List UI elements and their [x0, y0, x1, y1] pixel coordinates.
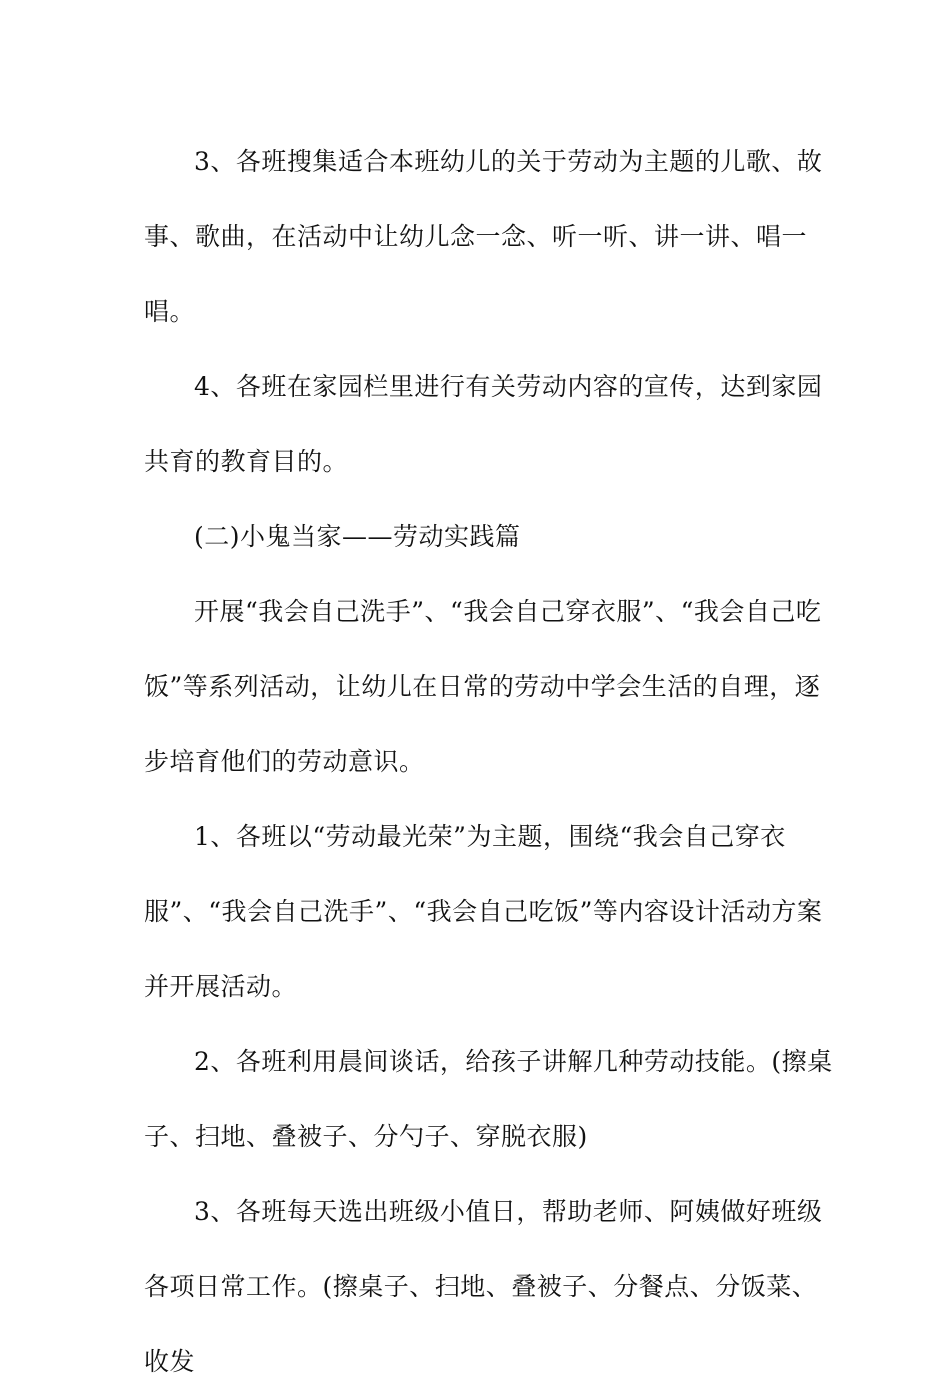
- paragraph-morning-talk-skills: 2、各班利用晨间谈话，给孩子讲解几种劳动技能。(擦桌子、扫地、叠被子、分勺子、穿脱衣服): [144, 1047, 833, 1151]
- paragraph-self-care-activities: 开展“我会自己洗手”、“我会自己穿衣服”、“我会自己吃饭”等系列活动，让幼儿在日常的劳动中学会生活的自理，逐步培育他们的劳动意识。: [144, 597, 822, 776]
- document-body: [144, 124, 834, 1399]
- paragraph-song-story-collection: 3、各班搜集适合本班幼儿的关于劳动为主题的儿歌、故事、歌曲，在活动中让幼儿念一念、听一听、讲一讲、唱一唱。: [144, 147, 823, 326]
- paragraph-daily-duty: 3、各班每天选出班级小值日，帮助老师、阿姨做好班级各项日常工作。(擦桌子、扫地、叠被子、分餐点、分饭菜、收发: [144, 1197, 823, 1376]
- paragraph-home-school-board: 4、各班在家园栏里进行有关劳动内容的宣传，达到家园共育的教育目的。: [144, 372, 823, 476]
- paragraph-theme-activity-plan: 1、各班以“劳动最光荣”为主题，围绕“我会自己穿衣服”、“我会自己洗手”、“我会自己吃饭”等内容设计活动方案并开展活动。: [144, 822, 823, 1001]
- section-heading-labor-practice: (二)小鬼当家——劳动实践篇: [194, 522, 521, 551]
